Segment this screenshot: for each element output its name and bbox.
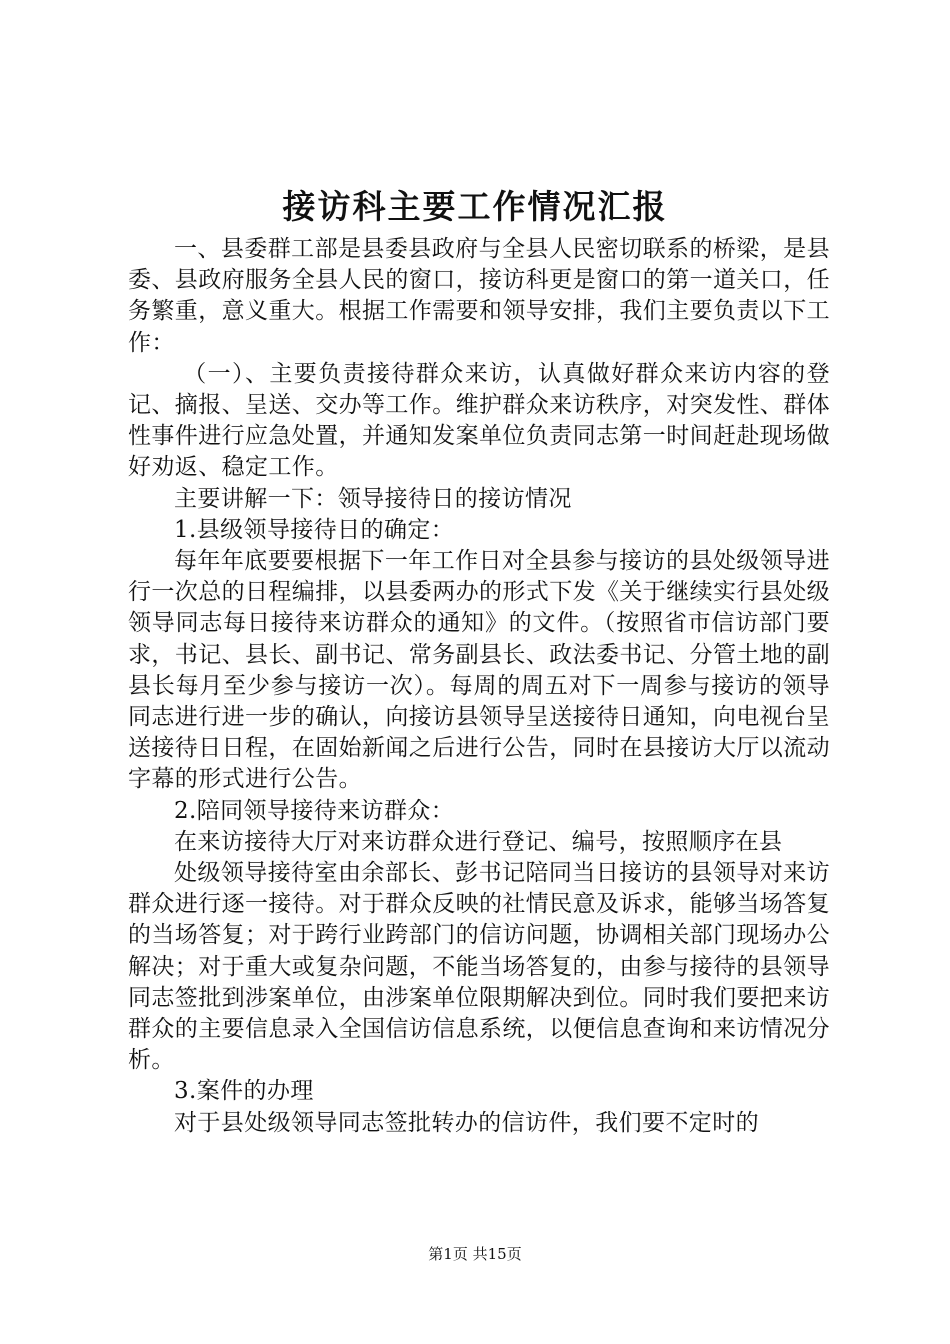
document-title: 接访科主要工作情况汇报 (282, 187, 668, 226)
page-number-footer: 第1页 共15页 (428, 1245, 522, 1263)
paragraph-item-3-heading: 3.案件的办理 (174, 1078, 314, 1105)
document-body (128, 234, 830, 1139)
paragraph-item-2-heading: 2.陪同领导接待来访群众： (174, 797, 455, 824)
paragraph-section-one: （一）、主要负责接待群众来访，认真做好群众来访内容的登记、摘报、呈送、交办等工作。维护群众来访秩序，对突发性、群体性事件进行应急处置，并通知发案单位负责同志第一时间赶赴现场做好劝返、稳定工作。 (128, 360, 830, 481)
paragraph-item-1-heading: 1.县级领导接待日的确定： (174, 516, 455, 543)
paragraph-item-2-body-b: 处级领导接待室由余部长、彭书记陪同当日接访的县领导对来访群众进行逐一接待。对于群众反映的社情民意及诉求，能够当场答复的当场答复；对于跨行业跨部门的信访问题，协调相关部门现场办公解决；对于重大或复杂问题，不能当场答复的，由参与接待的县领导同志签批到涉案单位，由涉案单位限期解决到位。同时我们要把来访群众的主要信息录入全国信访信息系统，以便信息查询和来访情况分析。 (128, 860, 830, 1074)
paragraph-item-1-body: 每年年底要要根据下一年工作日对全县参与接访的县处级领导进行一次总的日程编排，以县委两办的形式下发《关于继续实行县处级领导同志每日接待来访群众的通知》的文件。（按照省市信访部门要求，书记、县长、副书记、常务副县长、政法委书记、分管土地的副县长每月至少参与接访一次）。每周的周五对下一周参与接访的领导同志进行进一步的确认，向接访县领导呈送接待日通知，向电视台呈送接待日日程，在固始新闻之后进行公告，同时在县接访大厅以流动字幕的形式进行公告。 (128, 548, 830, 793)
paragraph-intro: 一、县委群工部是县委县政府与全县人民密切联系的桥梁，是县委、县政府服务全县人民的窗口，接访科更是窗口的第一道关口，任务繁重，意义重大。根据工作需要和领导安排，我们主要负责以下工作： (128, 236, 830, 356)
paragraph-heading-reception-day: 主要讲解一下：领导接待日的接访情况 (174, 485, 572, 512)
paragraph-item-3-body: 对于县处级领导同志签批转办的信访件，我们要不定时的 (174, 1109, 759, 1136)
paragraph-item-2-body-a: 在来访接待大厅对来访群众进行登记、编号，按照顺序在县 (174, 828, 783, 855)
